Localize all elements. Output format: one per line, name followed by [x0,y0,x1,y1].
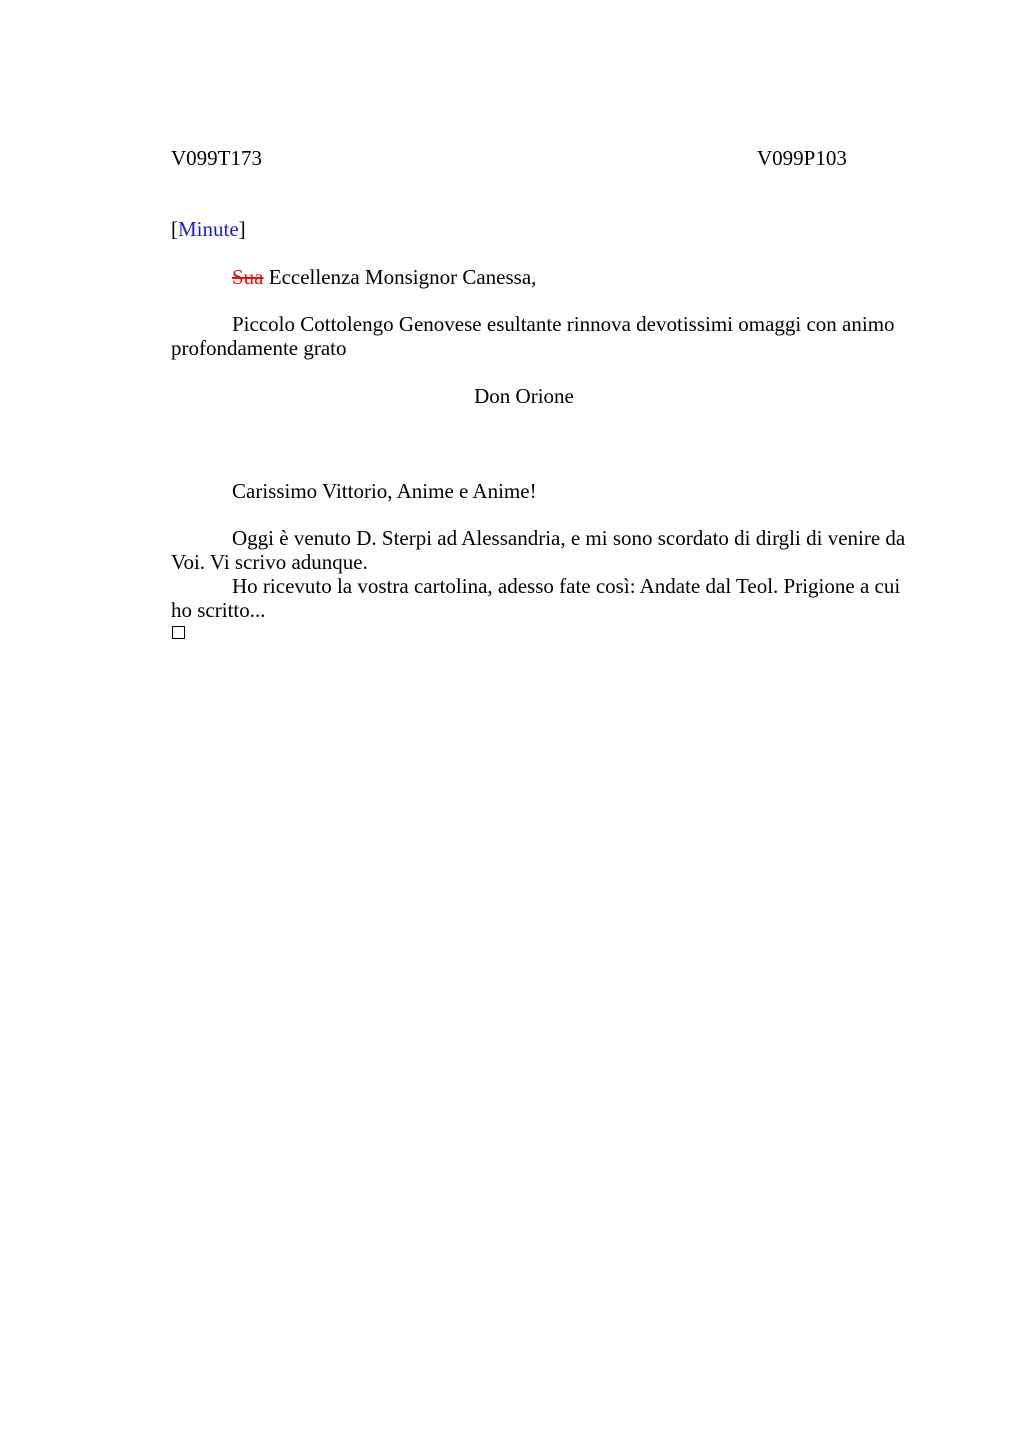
letter-salutation: Carissimo Vittorio, Anime e Anime! [232,479,537,503]
tag-label: Minute [178,217,239,241]
telegram-salutation [171,265,923,289]
document-code-left: V099T173 [171,146,262,170]
salutation-text: Eccellenza Monsignor Canessa, [263,265,537,289]
tag-close-bracket: ] [238,217,246,241]
signature: Don Orione [474,384,574,408]
letter-body [171,526,923,622]
document-code-right: V099P103 [757,146,847,170]
telegram-body: Piccolo Cottolengo Genovese esultante rinnova devotissimi omaggi con animo profondamente grato [171,312,895,360]
struck-word: Sua [232,265,264,289]
empty-box-symbol [172,626,185,639]
tag-open-bracket: [ [171,217,178,241]
section-tag [171,217,246,241]
letter-paragraph-2: Ho ricevuto la vostra cartolina, adesso fate così: Andate dal Teol. Prigione a cui ho scritto... [171,574,901,622]
letter-paragraph-1: Oggi è venuto D. Sterpi ad Alessandria, e mi sono scordato di dirgli di venire da Voi. Vi scrivo adunque. [171,526,906,574]
